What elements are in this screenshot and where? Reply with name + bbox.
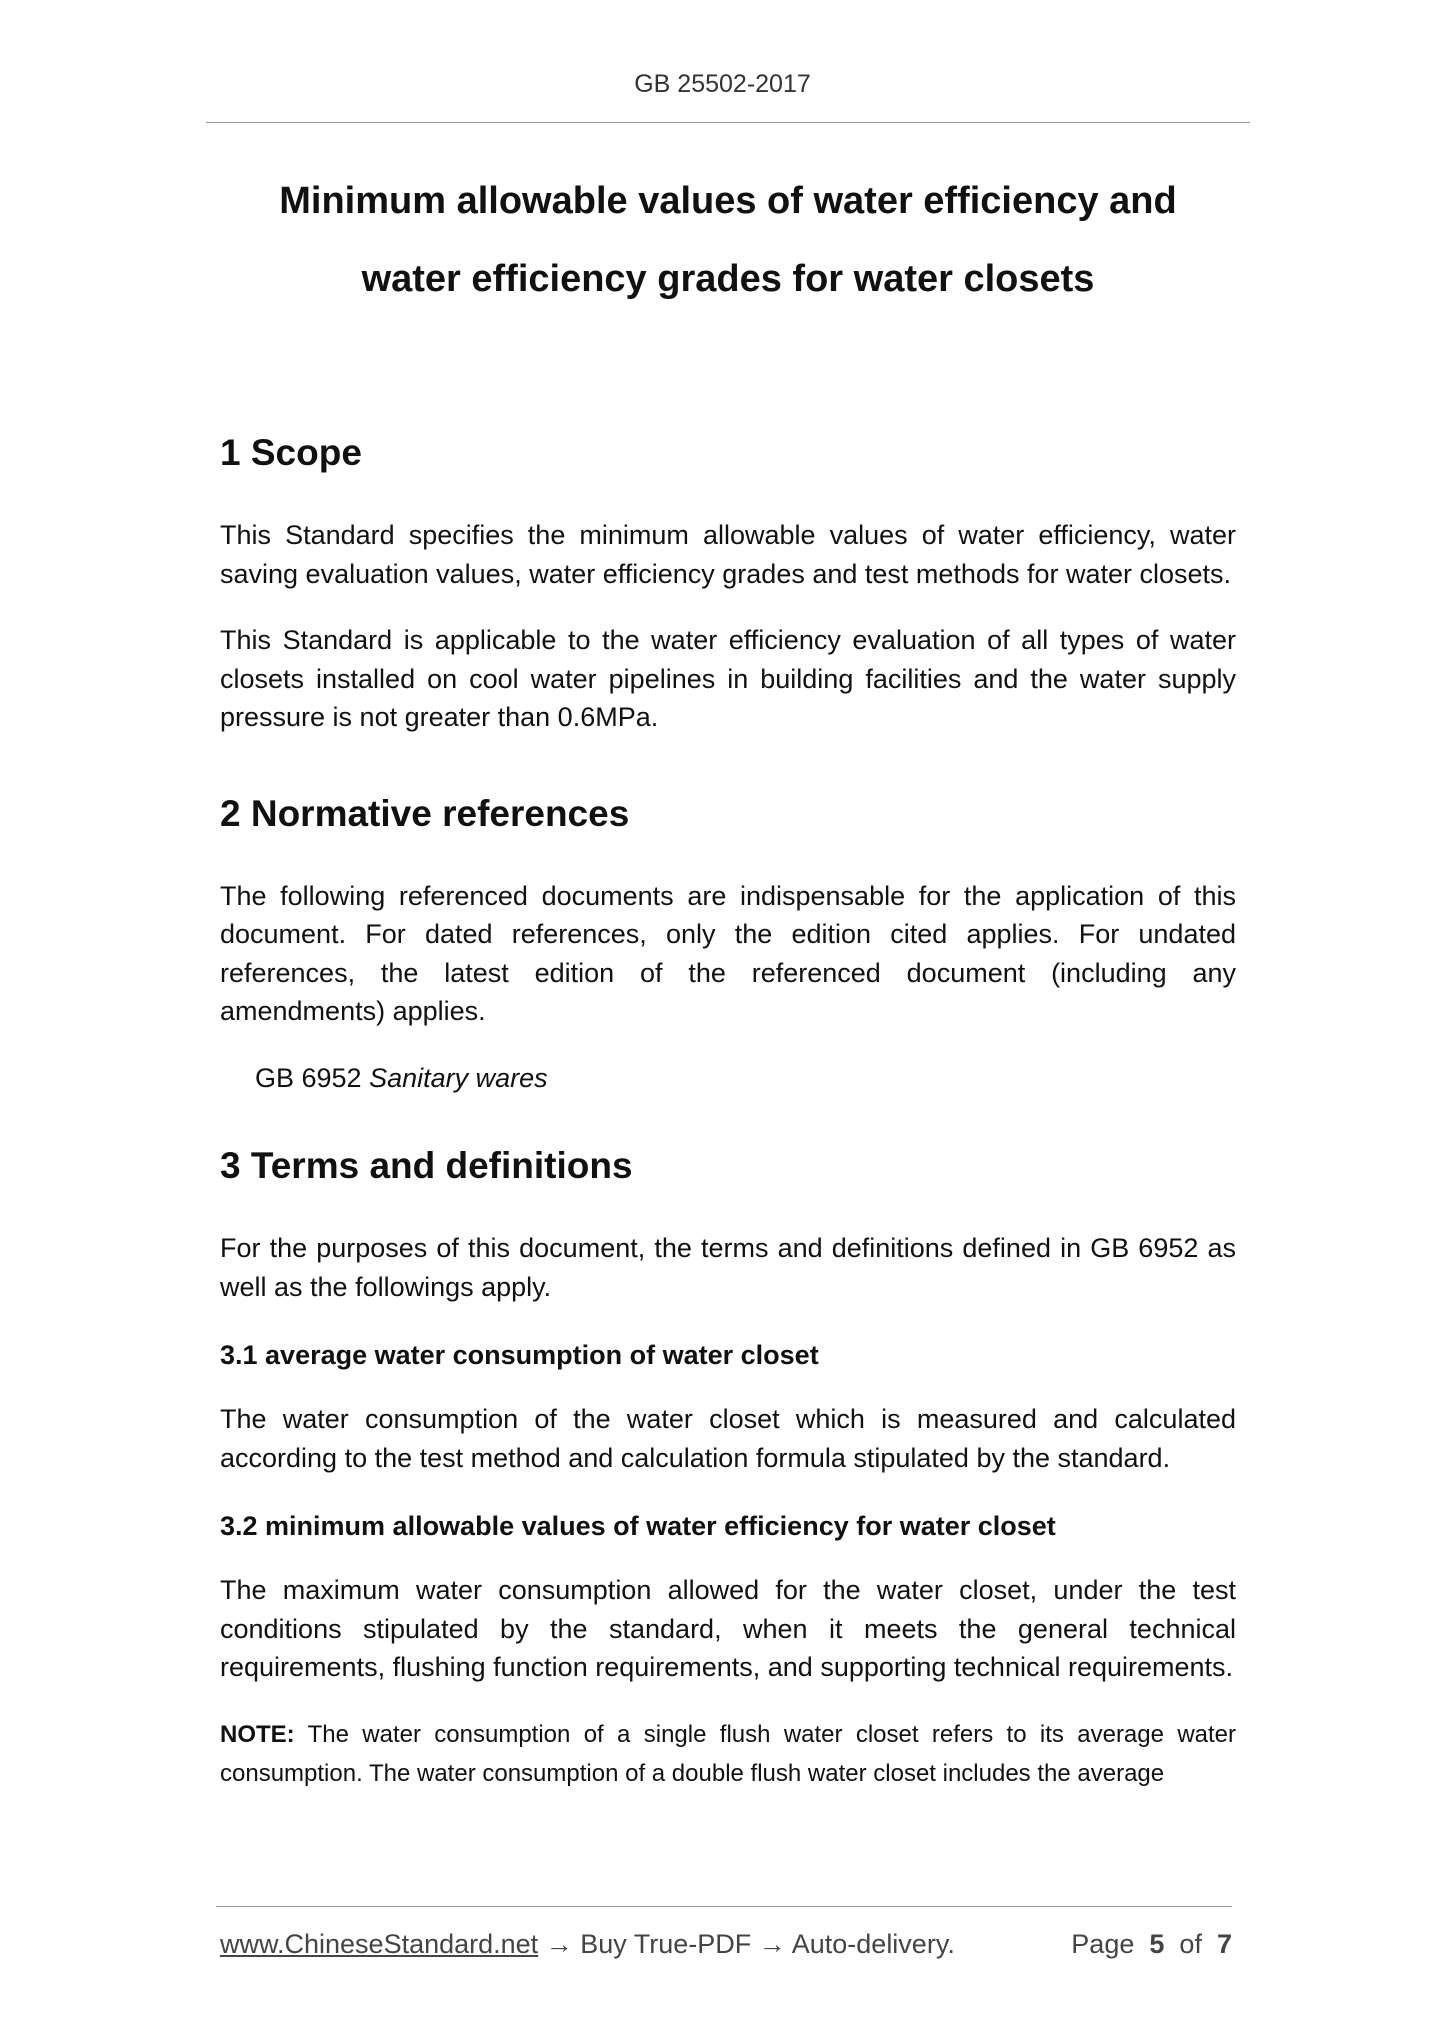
term-heading-3-2: 3.2 minimum allowable values of water efficiency for water closet [220,1511,1056,1541]
footer-divider [216,1906,1232,1907]
term-definition-3-1: The water consumption of the water closet which is measured and calculated according to the test method and calculation formula stipulated by the standard. [220,1404,1236,1473]
document-title-line-2: water efficiency grades for water closets [361,258,1095,300]
page-current: 5 [1149,1929,1165,1959]
document-title-line-1: Minimum allowable values of water efficiency and [279,180,1177,222]
document-title [206,162,1250,318]
reference-code: GB 6952 [255,1062,362,1093]
term-definition-3-2: The maximum water consumption allowed for the water closet, under the test conditions stipulated by the standard, when it meets the general technical requirements, flushing function requirements, and supporting technical requirements. [220,1575,1236,1682]
page-number-indicator [1071,1924,1232,1964]
note-body: The water consumption of a single flush water closet refers to its average water consumption. The water consumption of a double flush water closet includes the average [220,1720,1236,1787]
document-body [220,424,1236,1793]
page-of-label: of [1179,1929,1202,1959]
section-heading-scope: 1 Scope [220,432,362,473]
reference-title: Sanitary wares [369,1062,548,1093]
term-heading-3-1: 3.1 average water consumption of water closet [220,1340,819,1370]
section-heading-normative-references: 2 Normative references [220,792,630,834]
scope-paragraph-1: This Standard specifies the minimum allowable values of water efficiency, water saving evaluation values, water efficiency grades and test methods for water closets. [220,520,1236,589]
note-label: NOTE: [220,1720,295,1748]
footer-promo-text: → Buy True-PDF → Auto-delivery. [538,1929,955,1959]
page-header-standard-id: GB 25502-2017 [634,70,811,98]
scope-paragraph-2: This Standard is applicable to the water efficiency evaluation of all types of water closets installed on cool water pipelines in building facilities and the water supply pressure is not greater than 0.6MPa. [220,625,1236,732]
website-link[interactable]: www.ChineseStandard.net [220,1929,539,1959]
terms-intro-paragraph: For the purposes of this document, the terms and definitions defined in GB 6952 as well as the followings apply. [220,1233,1236,1302]
section-heading-terms-definitions: 3 Terms and definitions [220,1145,633,1186]
normative-references-paragraph: The following referenced documents are indispensable for the application of this document. For dated references, only the edition cited applies. For undated references, the latest edition of the referenced document (including any amendments) applies. [220,880,1236,1026]
page-total: 7 [1216,1929,1232,1959]
page-label: Page [1071,1929,1135,1959]
header-divider [206,122,1250,123]
page-footer [220,1924,1232,1964]
reference-item-gb6952 [220,1059,1236,1098]
note-paragraph [220,1715,1236,1793]
